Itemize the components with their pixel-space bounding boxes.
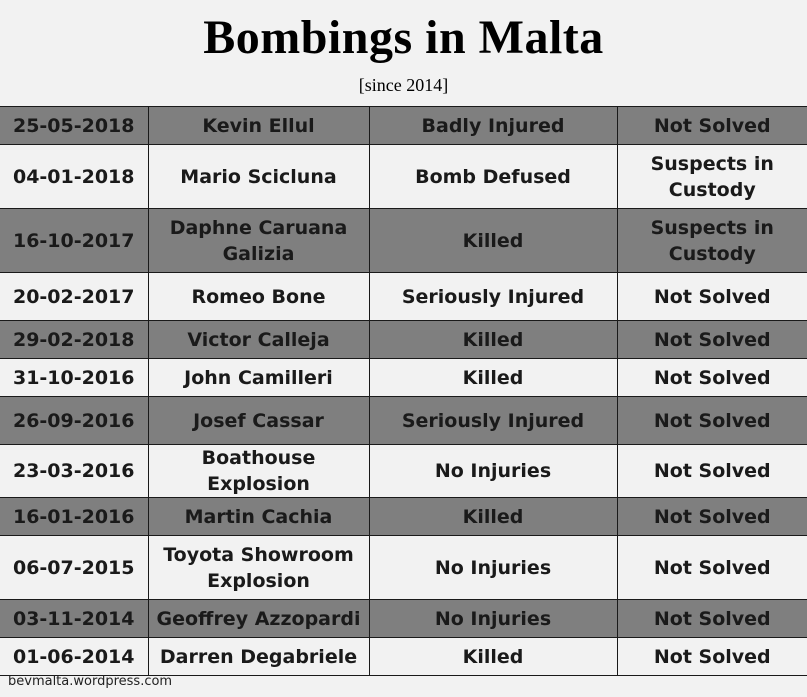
status-cell: Not Solved	[617, 321, 807, 359]
name-cell: Josef Cassar	[148, 397, 369, 445]
date-cell: 25-05-2018	[0, 107, 148, 145]
bombings-table	[0, 106, 807, 676]
status-cell: Not Solved	[617, 397, 807, 445]
name-cell: Kevin Ellul	[148, 107, 369, 145]
name-cell: Mario Scicluna	[148, 145, 369, 209]
outcome-cell: Badly Injured	[369, 107, 617, 145]
page-title: Bombings in Malta	[203, 11, 604, 64]
table-row	[0, 498, 807, 536]
name-cell: Martin Cachia	[148, 498, 369, 536]
outcome-cell: Bomb Defused	[369, 145, 617, 209]
page-subtitle: [since 2014]	[358, 75, 449, 95]
date-cell: 31-10-2016	[0, 359, 148, 397]
status-cell: Not Solved	[617, 107, 807, 145]
status-cell: Not Solved	[617, 273, 807, 321]
table-row	[0, 273, 807, 321]
status-cell: Not Solved	[617, 638, 807, 676]
date-cell: 01-06-2014	[0, 638, 148, 676]
date-cell: 23-03-2016	[0, 445, 148, 498]
table-row	[0, 321, 807, 359]
date-cell: 16-10-2017	[0, 209, 148, 273]
date-cell: 20-02-2017	[0, 273, 148, 321]
status-cell: Not Solved	[617, 536, 807, 600]
table-row	[0, 536, 807, 600]
outcome-cell: Killed	[369, 498, 617, 536]
table-row	[0, 638, 807, 676]
name-cell: John Camilleri	[148, 359, 369, 397]
name-cell: Victor Calleja	[148, 321, 369, 359]
name-cell: Romeo Bone	[148, 273, 369, 321]
table-row	[0, 209, 807, 273]
name-cell: Geoffrey Azzopardi	[148, 600, 369, 638]
date-cell: 06-07-2015	[0, 536, 148, 600]
name-cell: Toyota Showroom Explosion	[148, 536, 369, 600]
table-row	[0, 145, 807, 209]
outcome-cell: Killed	[369, 359, 617, 397]
bombings-table-body	[0, 107, 807, 676]
outcome-cell: Seriously Injured	[369, 273, 617, 321]
date-cell: 26-09-2016	[0, 397, 148, 445]
date-cell: 16-01-2016	[0, 498, 148, 536]
outcome-cell: No Injuries	[369, 600, 617, 638]
name-cell: Boathouse Explosion	[148, 445, 369, 498]
table-row	[0, 445, 807, 498]
status-cell: Suspects in Custody	[617, 209, 807, 273]
table-row	[0, 359, 807, 397]
outcome-cell: No Injuries	[369, 445, 617, 498]
outcome-cell: Killed	[369, 209, 617, 273]
name-cell: Daphne Caruana Galizia	[148, 209, 369, 273]
date-cell: 29-02-2018	[0, 321, 148, 359]
status-cell: Not Solved	[617, 600, 807, 638]
status-cell: Not Solved	[617, 445, 807, 498]
name-cell: Darren Degabriele	[148, 638, 369, 676]
date-cell: 03-11-2014	[0, 600, 148, 638]
outcome-cell: Seriously Injured	[369, 397, 617, 445]
outcome-cell: No Injuries	[369, 536, 617, 600]
table-row	[0, 107, 807, 145]
outcome-cell: Killed	[369, 638, 617, 676]
table-row	[0, 397, 807, 445]
date-cell: 04-01-2018	[0, 145, 148, 209]
status-cell: Not Solved	[617, 498, 807, 536]
outcome-cell: Killed	[369, 321, 617, 359]
table-row	[0, 600, 807, 638]
status-cell: Suspects in Custody	[617, 145, 807, 209]
status-cell: Not Solved	[617, 359, 807, 397]
source-credit: bevmalta.wordpress.com	[8, 674, 173, 689]
